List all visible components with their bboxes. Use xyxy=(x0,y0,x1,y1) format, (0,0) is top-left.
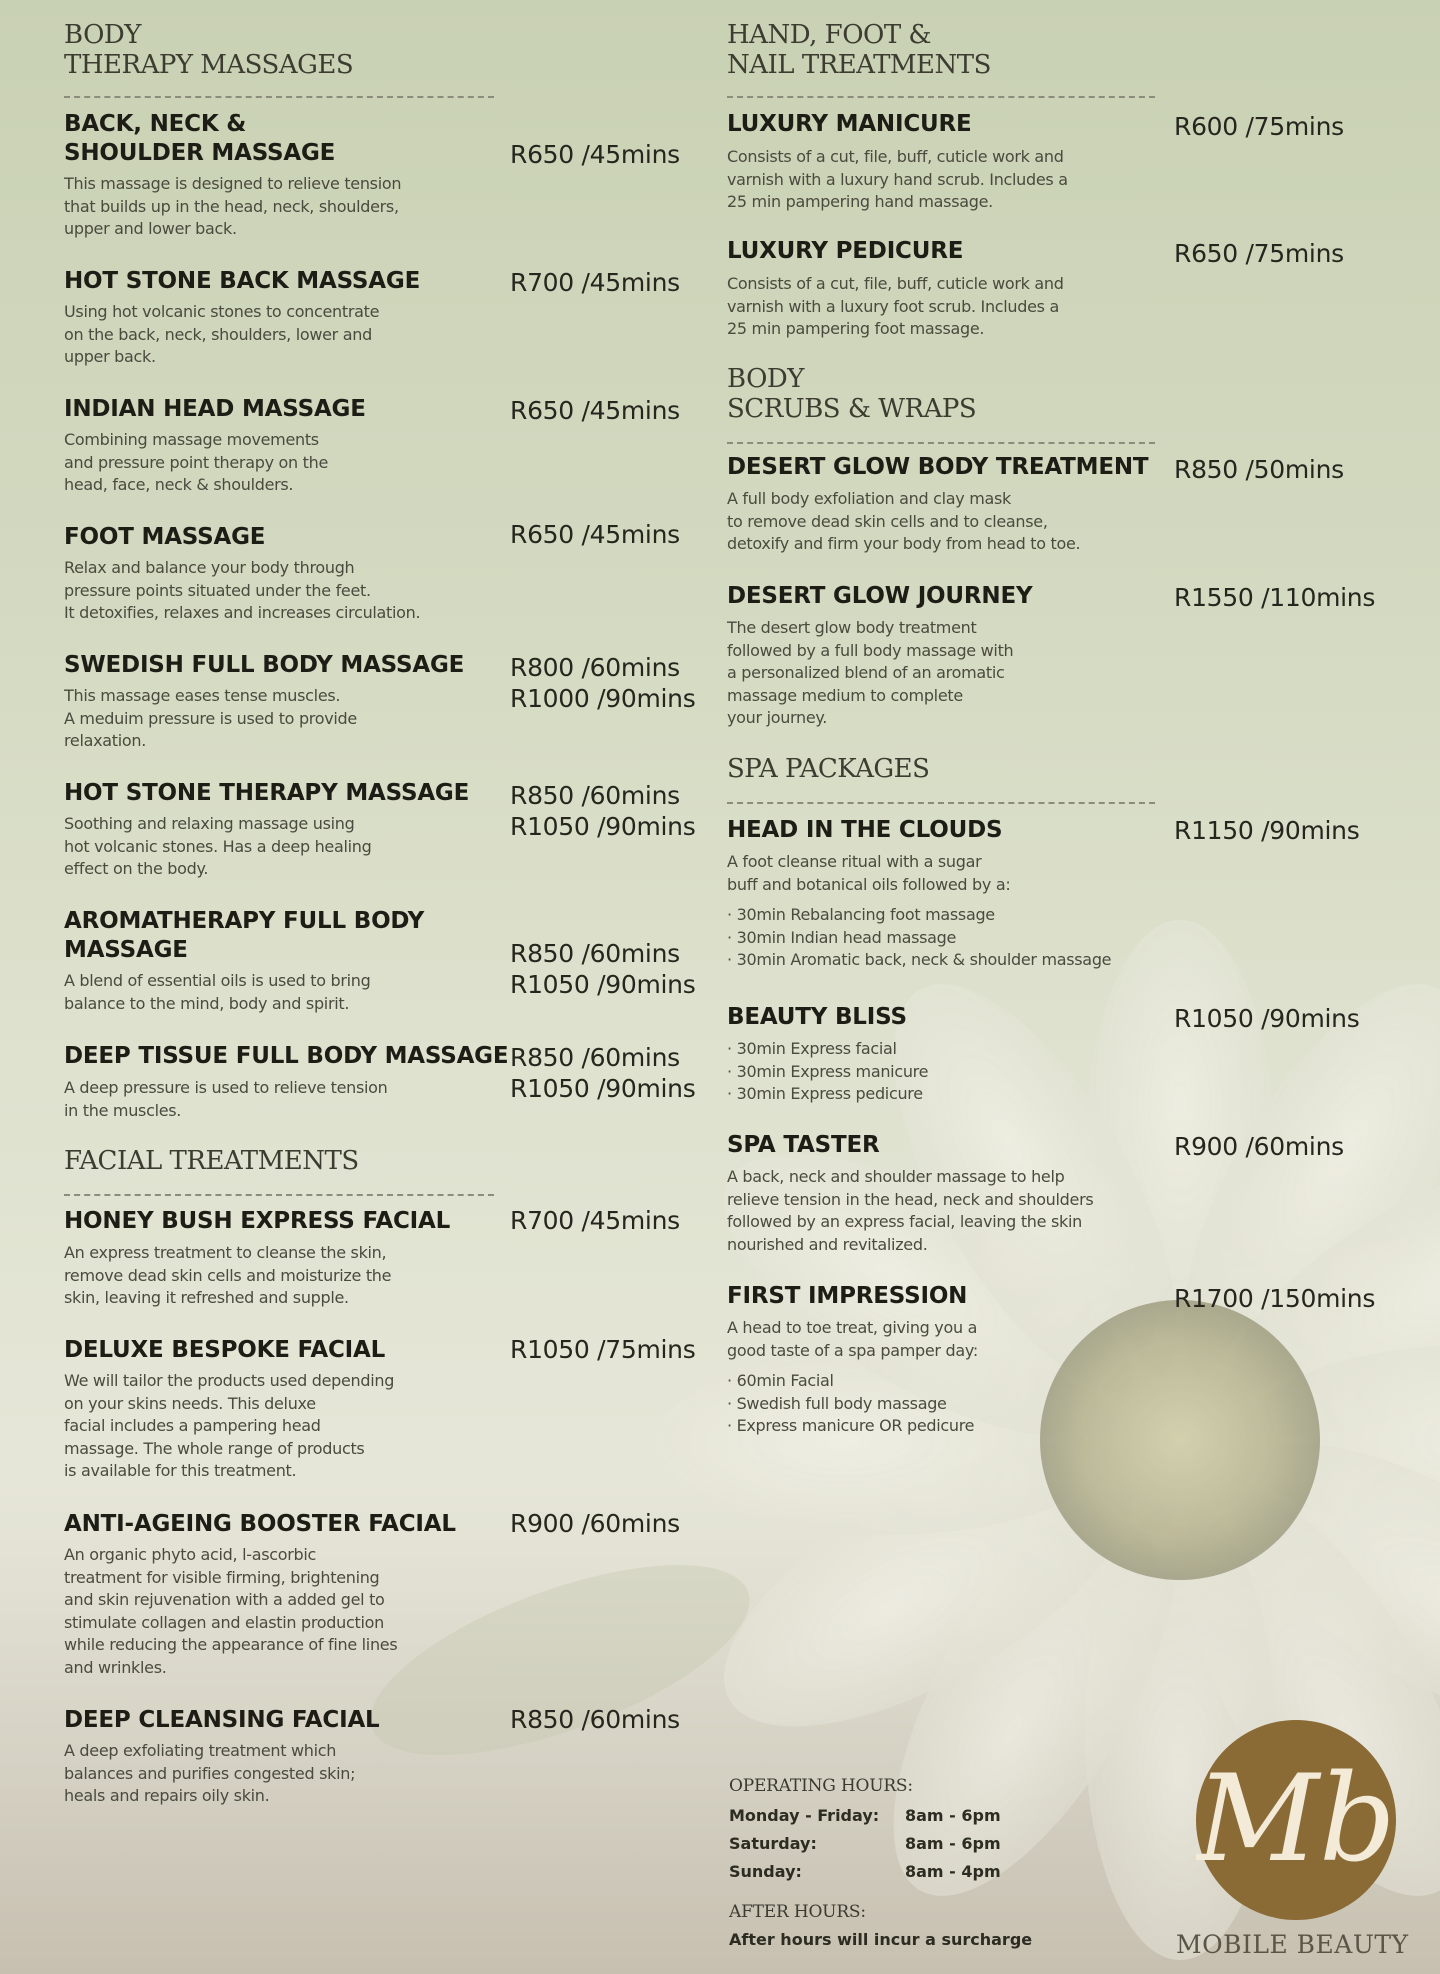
service-price: R850 /60mins R1050 /90mins xyxy=(510,781,696,841)
service-name: HONEY BUSH EXPRESS FACIAL xyxy=(64,1208,451,1234)
service-price: R700 /45mins xyxy=(510,1206,680,1235)
service-name: BACK, NECK & SHOULDER MASSAGE xyxy=(64,111,336,166)
service-price: R1700 /150mins xyxy=(1174,1284,1376,1313)
service-description: A blend of essential oils is used to bring balance to the mind, body and spirit. xyxy=(64,971,371,1013)
service-description: A full body exfoliation and clay mask to remove dead skin cells and to cleanse, detoxify and firm your body from head to toe. xyxy=(727,489,1081,553)
divider xyxy=(64,1194,494,1196)
service-description: A back, neck and shoulder massage to help relieve tension in the head, neck and shoulders followed by an express facial, leaving the skin nourished and revitalized. xyxy=(727,1167,1094,1254)
service-name: DEEP CLEANSING FACIAL xyxy=(64,1707,380,1733)
service-price: R850 /60mins R1050 /90mins xyxy=(510,1043,696,1103)
service-price: R1050 /90mins xyxy=(1174,1004,1360,1033)
service-description: Relax and balance your body through pressure points situated under the feet. It detoxifies, relaxes and increases circulation. xyxy=(64,558,421,622)
service-description: An express treatment to cleanse the skin, remove dead skin cells and moisturize the skin, leaving it refreshed and supple. xyxy=(64,1243,392,1307)
service-price: R700 /45mins xyxy=(510,268,680,297)
service-price: R850 /50mins xyxy=(1174,455,1344,484)
divider xyxy=(64,96,494,98)
service-description: Soothing and relaxing massage using hot volcanic stones. Has a deep healing effect on the body. xyxy=(64,814,372,878)
service-price: R650 /45mins xyxy=(510,396,680,425)
section-heading-spa-packages: SPA PACKAGES xyxy=(727,754,930,784)
brand-name: MOBILE BEAUTY xyxy=(1176,1930,1409,1959)
service-description: Using hot volcanic stones to concentrate on the back, neck, shoulders, lower and upper back. xyxy=(64,302,380,366)
after-hours-heading: AFTER HOURS: xyxy=(729,1902,866,1922)
service-price: R1550 /110mins xyxy=(1174,583,1376,612)
svg-text:Mb: Mb xyxy=(1196,1750,1396,1889)
divider xyxy=(727,802,1155,804)
service-price: R1050 /75mins xyxy=(510,1335,696,1364)
service-name: DELUXE BESPOKE FACIAL xyxy=(64,1337,386,1363)
service-description: This massage is designed to relieve tension that builds up in the head, neck, shoulders, upper and lower back. xyxy=(64,174,402,238)
service-price: R650 /45mins xyxy=(510,520,680,549)
service-name: AROMATHERAPY FULL BODY MASSAGE xyxy=(64,908,425,963)
service-description: Combining massage movements and pressure point therapy on the head, face, neck & shoulders. xyxy=(64,430,328,494)
service-name: SWEDISH FULL BODY MASSAGE xyxy=(64,652,465,678)
divider xyxy=(727,442,1155,444)
brand-logo xyxy=(1196,1720,1396,1920)
service-name: DESERT GLOW BODY TREATMENT xyxy=(727,454,1149,480)
service-price: R900 /60mins xyxy=(1174,1132,1344,1161)
service-name: DEEP TISSUE FULL BODY MASSAGE xyxy=(64,1043,509,1069)
service-name: ANTI-AGEING BOOSTER FACIAL xyxy=(64,1511,456,1537)
service-name: HEAD IN THE CLOUDS xyxy=(727,817,1003,843)
service-name: HOT STONE THERAPY MASSAGE xyxy=(64,780,470,806)
operating-hours-heading: OPERATING HOURS: xyxy=(729,1776,913,1796)
service-description: A head to toe treat, giving you a good taste of a spa pamper day: xyxy=(727,1318,978,1360)
package-inclusions: · 60min Facial · Swedish full body massage · Express manicure OR pedicure xyxy=(727,1371,975,1435)
section-heading-scrubs: BODY SCRUBS & WRAPS xyxy=(727,364,977,424)
service-name: LUXURY PEDICURE xyxy=(727,238,964,264)
service-name: BEAUTY BLISS xyxy=(727,1004,907,1030)
service-description: An organic phyto acid, l-ascorbic treatment for visible firming, brightening and skin rejuvenation with a added gel to stimulate collagen and elastin production while reducing the appearance of fine lines and wrinkles. xyxy=(64,1545,398,1677)
service-description: The desert glow body treatment followed by a full body massage with a personalized blend of an aromatic massage medium to complete your journey. xyxy=(727,618,1014,727)
service-description: A deep exfoliating treatment which balances and purifies congested skin; heals and repairs oily skin. xyxy=(64,1741,356,1805)
after-hours-note: After hours will incur a surcharge xyxy=(729,1930,1033,1949)
section-heading-facial: FACIAL TREATMENTS xyxy=(64,1146,359,1176)
service-price: R850 /60mins R1050 /90mins xyxy=(510,939,696,999)
service-name: FOOT MASSAGE xyxy=(64,524,266,550)
service-name: LUXURY MANICURE xyxy=(727,111,972,137)
service-description: This massage eases tense muscles. A meduim pressure is used to provide relaxation. xyxy=(64,686,357,750)
service-description: We will tailor the products used depending on your skins needs. This deluxe facial includes a pampering head massage. The whole range of products is available for this treatment. xyxy=(64,1371,395,1480)
service-price: R650 /75mins xyxy=(1174,239,1344,268)
service-name: DESERT GLOW JOURNEY xyxy=(727,583,1033,609)
service-price: R850 /60mins xyxy=(510,1705,680,1734)
service-name: SPA TASTER xyxy=(727,1132,880,1158)
service-price: R1150 /90mins xyxy=(1174,816,1360,845)
service-price: R600 /75mins xyxy=(1174,112,1344,141)
divider xyxy=(727,96,1155,98)
service-description: A foot cleanse ritual with a sugar buff and botanical oils followed by a: xyxy=(727,852,1011,894)
package-inclusions: · 30min Rebalancing foot massage · 30min Indian head massage · 30min Aromatic back, neck & shoulder massage xyxy=(727,905,1112,969)
package-inclusions: · 30min Express facial · 30min Express manicure · 30min Express pedicure xyxy=(727,1039,929,1103)
service-description: A deep pressure is used to relieve tension in the muscles. xyxy=(64,1078,388,1120)
service-name: FIRST IMPRESSION xyxy=(727,1283,968,1309)
service-name: HOT STONE BACK MASSAGE xyxy=(64,268,421,294)
section-heading-body-therapy: BODY THERAPY MASSAGES xyxy=(64,20,354,80)
section-heading-hand-foot: HAND, FOOT & NAIL TREATMENTS xyxy=(727,20,991,80)
service-name: INDIAN HEAD MASSAGE xyxy=(64,396,366,422)
service-description: Consists of a cut, file, buff, cuticle work and varnish with a luxury foot scrub. Includes a 25 min pampering foot massage. xyxy=(727,274,1064,338)
service-price: R650 /45mins xyxy=(510,140,680,169)
service-description: Consists of a cut, file, buff, cuticle work and varnish with a luxury hand scrub. Includes a 25 min pampering hand massage. xyxy=(727,147,1068,211)
service-price: R800 /60mins R1000 /90mins xyxy=(510,653,696,713)
service-price: R900 /60mins xyxy=(510,1509,680,1538)
